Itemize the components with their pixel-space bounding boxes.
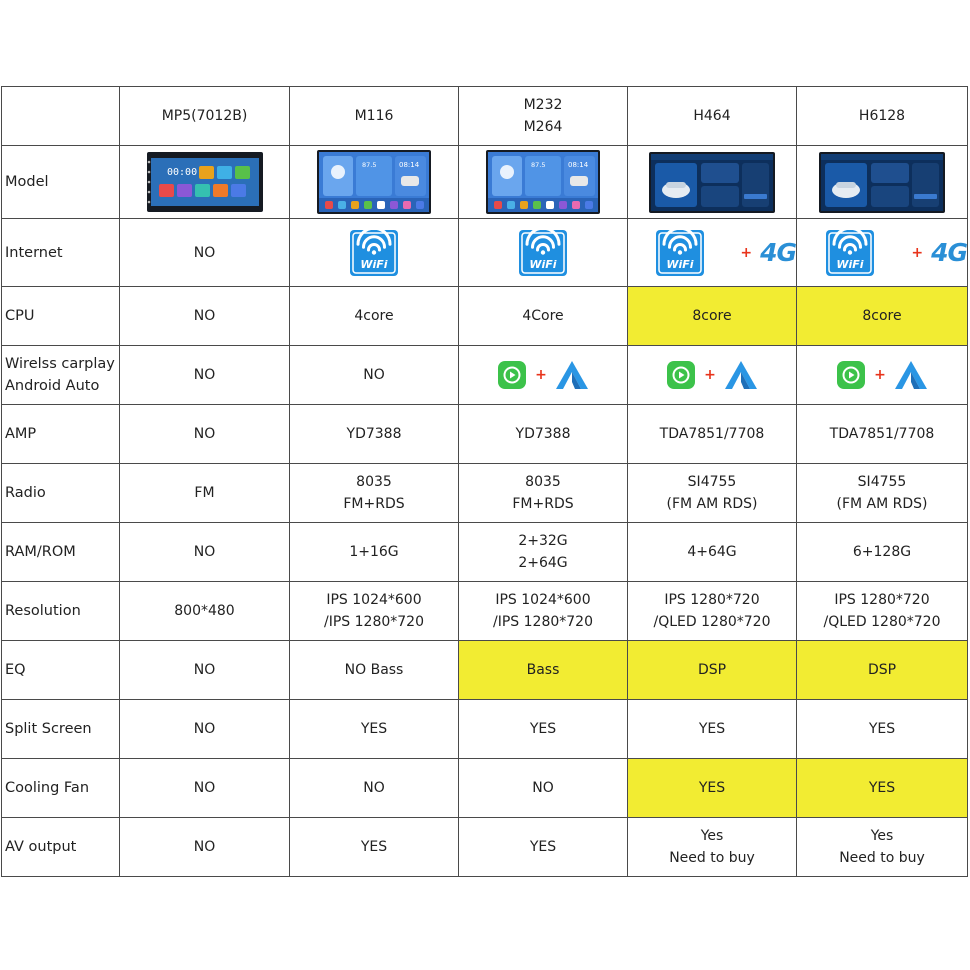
table-cell: [628, 582, 797, 641]
cell-line: NO: [193, 839, 216, 855]
android-auto-icon: [724, 360, 758, 390]
row-label: [2, 759, 120, 818]
head-unit-screenshot: [317, 150, 431, 214]
radio-frequency: 87.5: [531, 161, 546, 169]
cell-line: YES: [529, 839, 557, 855]
table-cell: [797, 818, 968, 877]
cell-line: NO: [363, 780, 385, 796]
cell-line: RAM/ROM: [5, 544, 76, 560]
head-unit-screenshot: [649, 152, 775, 213]
table-cell: [120, 759, 290, 818]
cell-line: FM+RDS: [343, 496, 405, 512]
table-cell: [459, 464, 628, 523]
table-row: [2, 759, 968, 818]
plus-sign: +: [911, 244, 924, 261]
table-cell: [797, 219, 968, 287]
cell-line: YES: [360, 721, 388, 737]
cell-line: 8035: [525, 474, 561, 490]
model-header-cell: [290, 87, 459, 146]
table-cell: [797, 759, 968, 818]
table-cell: [797, 146, 968, 219]
model-header-cell: [797, 87, 968, 146]
cell-line: NO: [193, 367, 216, 383]
wifi-label: WiFi: [529, 257, 557, 271]
cell-line: CPU: [5, 308, 35, 324]
table-cell: [628, 346, 797, 405]
table-row: [2, 405, 968, 464]
cell-line: IPS 1024*600: [495, 592, 591, 608]
table-cell: [290, 641, 459, 700]
cell-line: NO: [193, 426, 216, 442]
table-cell: [797, 582, 968, 641]
carplay-icon: [836, 360, 866, 390]
table-cell: [290, 523, 459, 582]
table-row: [2, 464, 968, 523]
table-cell: [459, 759, 628, 818]
clock-readout: 00:00: [166, 167, 197, 178]
cell-line: /QLED 1280*720: [653, 614, 771, 630]
model-header-cell: [459, 87, 628, 146]
wifi-icon: [825, 229, 875, 277]
row-label: [2, 405, 120, 464]
table-cell: [290, 759, 459, 818]
table-cell: [120, 523, 290, 582]
table-row: [2, 641, 968, 700]
table-cell: [459, 582, 628, 641]
cell-line: NO: [193, 721, 216, 737]
table-row: [2, 582, 968, 641]
cell-line: Split Screen: [5, 721, 92, 737]
table-cell: [120, 219, 290, 287]
table-cell: [120, 287, 290, 346]
table-cell: [290, 582, 459, 641]
table-cell: [628, 219, 797, 287]
cell-line: NO: [193, 308, 216, 324]
cell-line: Internet: [5, 244, 63, 261]
table-cell: [459, 346, 628, 405]
cell-line: DSP: [697, 662, 727, 678]
table-cell: [628, 641, 797, 700]
row-label: [2, 818, 120, 877]
cell-line: 800*480: [174, 603, 235, 619]
table-row: [2, 287, 968, 346]
cell-line: 8035: [356, 474, 392, 490]
cell-line: NO: [193, 244, 216, 261]
row-label: [2, 641, 120, 700]
cell-line: 4+64G: [687, 544, 737, 560]
table-cell: [290, 346, 459, 405]
4g-icon: 4G: [931, 237, 967, 267]
cell-line: YD7388: [346, 426, 402, 442]
radio-frequency: 87.5: [362, 161, 377, 169]
cell-line: Model: [5, 174, 49, 190]
cell-line: /IPS 1280*720: [493, 614, 593, 630]
cell-line: SI4755: [857, 474, 907, 490]
plus-sign: +: [740, 244, 753, 261]
carplay-icon: [497, 360, 527, 390]
table-cell: [628, 818, 797, 877]
table-cell: [797, 464, 968, 523]
cell-line: FM: [194, 485, 215, 501]
wireless-icons: [797, 360, 967, 390]
clock-readout: 08:14: [399, 161, 420, 169]
android-auto-icon: [555, 360, 589, 390]
cell-line: 2+32G: [518, 533, 568, 549]
table-cell: [628, 759, 797, 818]
table-row: [2, 523, 968, 582]
table-cell: [290, 219, 459, 287]
plus-sign: +: [535, 367, 547, 383]
table-cell: [120, 700, 290, 759]
table-cell: [459, 219, 628, 287]
table-cell: [120, 818, 290, 877]
table-cell: [628, 287, 797, 346]
table-cell: [459, 287, 628, 346]
table-cell: [290, 146, 459, 219]
table-cell: [290, 405, 459, 464]
cell-line: NO: [193, 662, 216, 678]
table-cell: [120, 346, 290, 405]
row-label: [2, 523, 120, 582]
table-cell: [628, 464, 797, 523]
cell-line: TDA7851/7708: [829, 426, 935, 442]
cell-line: Radio: [5, 485, 46, 501]
cell-line: AV output: [5, 839, 77, 855]
table-cell: [628, 146, 797, 219]
cell-line: Need to buy: [839, 850, 925, 866]
table-cell: [459, 146, 628, 219]
cell-line: M264: [523, 119, 563, 135]
table-cell: [797, 405, 968, 464]
cell-line: 6+128G: [852, 544, 912, 560]
table-cell: [459, 641, 628, 700]
android-auto-icon: [894, 360, 928, 390]
wifi-label: WiFi: [360, 257, 388, 271]
table-row: [2, 346, 968, 405]
table-cell: [628, 523, 797, 582]
carplay-icon: [666, 360, 696, 390]
cell-line: 4Core: [522, 308, 564, 324]
table-cell: [628, 405, 797, 464]
internet-icons: [797, 229, 967, 277]
wifi-icon: [349, 229, 399, 277]
model-header-cell: [628, 87, 797, 146]
table-cell: [797, 523, 968, 582]
wireless-icons: [628, 360, 796, 390]
table-row: [2, 700, 968, 759]
head-unit-screenshot: [819, 152, 945, 213]
cell-line: MP5(7012B): [161, 108, 248, 124]
row-label: [2, 464, 120, 523]
cell-line: 2+64G: [518, 555, 568, 571]
cell-line: TDA7851/7708: [659, 426, 765, 442]
cell-line: /QLED 1280*720: [823, 614, 941, 630]
clock-readout: 08:14: [568, 161, 589, 169]
row-label: [2, 219, 120, 287]
cell-line: 4core: [354, 308, 394, 324]
row-label: [2, 346, 120, 405]
table-row: [2, 818, 968, 877]
header-corner-cell: [2, 87, 120, 146]
cell-line: NO: [193, 780, 216, 796]
cell-line: Need to buy: [669, 850, 755, 866]
row-label: [2, 287, 120, 346]
row-label: [2, 582, 120, 641]
row-label: [2, 146, 120, 219]
table-cell: [797, 346, 968, 405]
table-cell: [459, 523, 628, 582]
table-cell: [120, 146, 290, 219]
cell-line: YD7388: [515, 426, 571, 442]
wifi-label: WiFi: [836, 257, 864, 271]
table-cell: [797, 641, 968, 700]
cell-line: Android Auto: [5, 378, 100, 394]
comparison-table: [1, 86, 968, 877]
cell-line: YES: [360, 839, 388, 855]
cell-line: YES: [698, 721, 726, 737]
cell-line: SI4755: [687, 474, 737, 490]
cell-line: (FM AM RDS): [836, 496, 928, 512]
wifi-label: WiFi: [666, 257, 694, 271]
cell-line: YES: [868, 780, 896, 796]
table-cell: [290, 818, 459, 877]
cell-line: Cooling Fan: [5, 780, 90, 796]
table-cell: [459, 405, 628, 464]
cell-line: NO: [363, 367, 385, 383]
table-cell: [628, 700, 797, 759]
row-label: [2, 700, 120, 759]
internet-icons: [628, 229, 796, 277]
table-cell: [797, 700, 968, 759]
cell-line: IPS 1024*600: [326, 592, 422, 608]
table-cell: [290, 287, 459, 346]
head-unit-screenshot: [486, 150, 600, 214]
cell-line: Wirelss carplay: [5, 356, 115, 372]
wifi-icon: [518, 229, 568, 277]
cell-line: NO: [193, 544, 216, 560]
cell-line: 1+16G: [349, 544, 399, 560]
plus-sign: +: [874, 367, 886, 383]
4g-icon: 4G: [760, 237, 796, 267]
table-cell: [459, 818, 628, 877]
cell-line: FM+RDS: [512, 496, 574, 512]
table-cell: [120, 464, 290, 523]
header-row: [2, 87, 968, 146]
cell-line: NO: [532, 780, 554, 796]
head-unit-screenshot: [147, 152, 263, 212]
table-row: [2, 219, 968, 287]
cell-line: YES: [868, 721, 896, 737]
table-row: [2, 146, 968, 219]
cell-line: IPS 1280*720: [834, 592, 930, 608]
table-cell: [290, 700, 459, 759]
cell-line: M232: [523, 97, 563, 113]
cell-line: YES: [698, 780, 726, 796]
table-cell: [120, 641, 290, 700]
cell-line: YES: [529, 721, 557, 737]
table-cell: [797, 287, 968, 346]
cell-line: Yes: [870, 828, 894, 844]
table-cell: [120, 582, 290, 641]
cell-line: Resolution: [5, 603, 81, 619]
cell-line: H464: [693, 108, 731, 124]
cell-line: 8core: [692, 308, 732, 324]
cell-line: /IPS 1280*720: [324, 614, 424, 630]
cell-line: M116: [354, 108, 394, 124]
cell-line: Bass: [526, 662, 560, 678]
cell-line: 8core: [862, 308, 902, 324]
cell-line: EQ: [5, 662, 26, 678]
model-header-cell: [120, 87, 290, 146]
table-cell: [459, 700, 628, 759]
cell-line: IPS 1280*720: [664, 592, 760, 608]
cell-line: AMP: [5, 426, 37, 442]
cell-line: (FM AM RDS): [666, 496, 758, 512]
table-cell: [120, 405, 290, 464]
cell-line: DSP: [867, 662, 897, 678]
cell-line: H6128: [858, 108, 906, 124]
wifi-icon: [655, 229, 705, 277]
cell-line: Yes: [700, 828, 724, 844]
plus-sign: +: [704, 367, 716, 383]
table-cell: [290, 464, 459, 523]
cell-line: NO Bass: [344, 662, 404, 678]
wireless-icons: [459, 360, 627, 390]
